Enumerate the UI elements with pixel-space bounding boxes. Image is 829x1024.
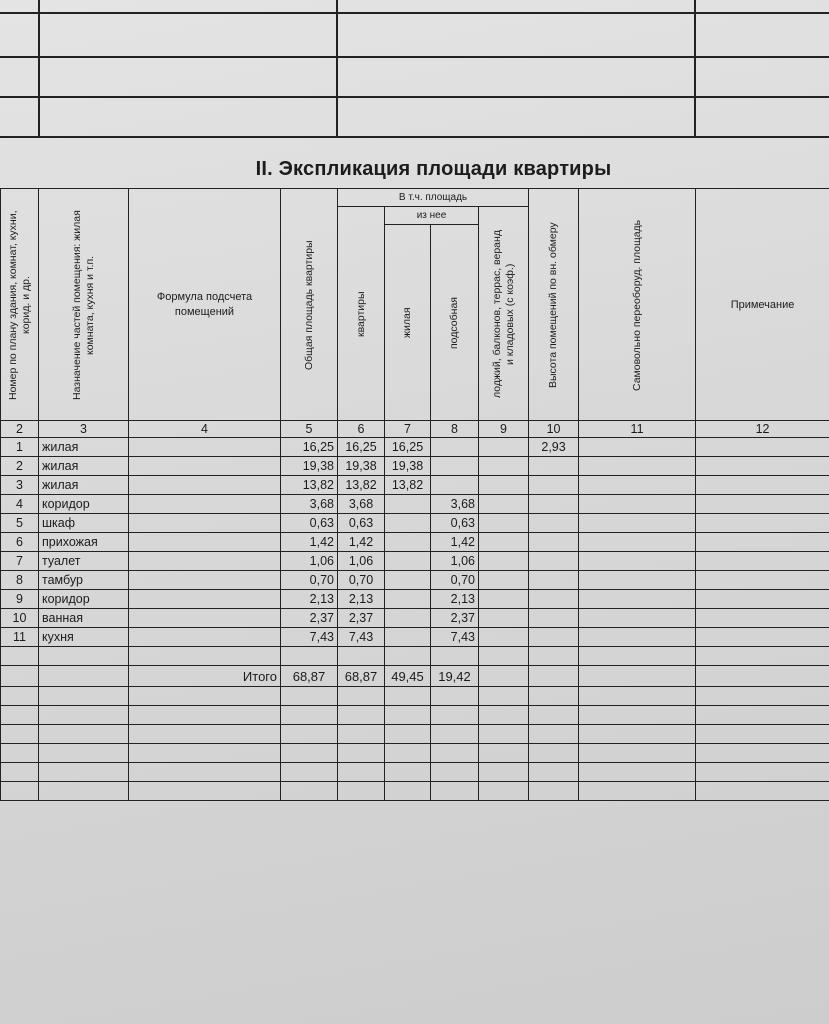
row-formula xyxy=(129,571,281,590)
header-number: Номер по плану здания, комнат, кухни, корид. и др. xyxy=(1,189,39,421)
row-number: 5 xyxy=(1,514,39,533)
row-auxiliary-area xyxy=(431,476,479,495)
table-row-empty xyxy=(1,687,829,706)
row-number: 2 xyxy=(1,457,39,476)
row-formula xyxy=(129,533,281,552)
row-height xyxy=(529,457,579,476)
row-total-area: 1,06 xyxy=(281,552,338,571)
row-total-area: 16,25 xyxy=(281,438,338,457)
row-unauthorized xyxy=(579,495,696,514)
row-apartment-area: 2,37 xyxy=(338,609,385,628)
column-number: 3 xyxy=(39,421,129,438)
row-note xyxy=(696,552,829,571)
row-auxiliary-area: 1,06 xyxy=(431,552,479,571)
column-number: 8 xyxy=(431,421,479,438)
table-row-total xyxy=(1,666,829,687)
row-note xyxy=(696,457,829,476)
row-formula xyxy=(129,628,281,647)
row-loggia-area xyxy=(479,476,529,495)
total-label: Итого xyxy=(129,666,281,687)
row-number: 8 xyxy=(1,571,39,590)
row-total-area: 3,68 xyxy=(281,495,338,514)
row-apartment-area: 1,42 xyxy=(338,533,385,552)
row-number: 7 xyxy=(1,552,39,571)
row-formula xyxy=(129,495,281,514)
row-apartment-area: 16,25 xyxy=(338,438,385,457)
row-height xyxy=(529,476,579,495)
row-apartment-area: 3,68 xyxy=(338,495,385,514)
row-loggia-area xyxy=(479,514,529,533)
row-height xyxy=(529,552,579,571)
grid-line xyxy=(0,12,829,14)
total-area: 68,87 xyxy=(281,666,338,687)
row-loggia-area xyxy=(479,552,529,571)
row-total-area: 0,70 xyxy=(281,571,338,590)
row-living-area xyxy=(385,495,431,514)
row-living-area xyxy=(385,590,431,609)
table-row-empty xyxy=(1,706,829,725)
row-apartment-area: 0,63 xyxy=(338,514,385,533)
row-note xyxy=(696,495,829,514)
row-total-area: 7,43 xyxy=(281,628,338,647)
row-living-area xyxy=(385,628,431,647)
row-note xyxy=(696,628,829,647)
table-row-empty xyxy=(1,744,829,763)
row-loggia-area xyxy=(479,590,529,609)
column-number: 12 xyxy=(696,421,829,438)
row-formula xyxy=(129,457,281,476)
row-formula xyxy=(129,609,281,628)
row-note xyxy=(696,476,829,495)
column-number: 5 xyxy=(281,421,338,438)
row-unauthorized xyxy=(579,457,696,476)
total-living: 49,45 xyxy=(385,666,431,687)
column-number-row xyxy=(1,421,829,438)
row-room-name: кухня xyxy=(39,628,129,647)
table-row xyxy=(1,590,829,609)
header-apartment: квартиры xyxy=(338,207,385,421)
row-living-area: 13,82 xyxy=(385,476,431,495)
header-purpose: Назначение частей помещения: жилая комната, кухня и т.п. xyxy=(39,189,129,421)
section-title: II. Экспликация площади квартиры xyxy=(255,158,612,180)
row-number: 1 xyxy=(1,438,39,457)
column-number: 6 xyxy=(338,421,385,438)
row-auxiliary-area xyxy=(431,457,479,476)
table-row xyxy=(1,609,829,628)
header-height: Высота помещений по вн. обмеру xyxy=(529,189,579,421)
row-apartment-area: 2,13 xyxy=(338,590,385,609)
row-number: 11 xyxy=(1,628,39,647)
row-auxiliary-area: 7,43 xyxy=(431,628,479,647)
row-total-area: 13,82 xyxy=(281,476,338,495)
row-auxiliary-area: 0,70 xyxy=(431,571,479,590)
row-auxiliary-area: 2,37 xyxy=(431,609,479,628)
row-height xyxy=(529,628,579,647)
row-loggia-area xyxy=(479,609,529,628)
grid-line xyxy=(38,0,40,137)
row-unauthorized xyxy=(579,533,696,552)
table-row-empty xyxy=(1,782,829,801)
column-number: 2 xyxy=(1,421,39,438)
row-number: 6 xyxy=(1,533,39,552)
header-unauthorized: Самовольно переоборуд. площадь xyxy=(579,189,696,421)
row-number: 4 xyxy=(1,495,39,514)
row-height xyxy=(529,495,579,514)
row-formula xyxy=(129,552,281,571)
row-unauthorized xyxy=(579,628,696,647)
row-loggia-area xyxy=(479,571,529,590)
row-note xyxy=(696,438,829,457)
row-note xyxy=(696,514,829,533)
row-unauthorized xyxy=(579,590,696,609)
row-height xyxy=(529,609,579,628)
table-row-empty xyxy=(1,725,829,744)
row-apartment-area: 13,82 xyxy=(338,476,385,495)
row-living-area xyxy=(385,609,431,628)
row-unauthorized xyxy=(579,552,696,571)
header-formula: Формула подсчета помещений xyxy=(129,189,281,421)
row-living-area xyxy=(385,571,431,590)
table-row xyxy=(1,495,829,514)
row-unauthorized xyxy=(579,609,696,628)
row-formula xyxy=(129,476,281,495)
header-group-incl: В т.ч. площадь xyxy=(338,189,529,207)
row-note xyxy=(696,571,829,590)
row-living-area: 19,38 xyxy=(385,457,431,476)
total-apartment: 68,87 xyxy=(338,666,385,687)
column-number: 7 xyxy=(385,421,431,438)
row-unauthorized xyxy=(579,438,696,457)
row-room-name: прихожая xyxy=(39,533,129,552)
row-total-area: 2,37 xyxy=(281,609,338,628)
row-unauthorized xyxy=(579,514,696,533)
row-room-name: шкаф xyxy=(39,514,129,533)
row-living-area xyxy=(385,514,431,533)
row-room-name: жилая xyxy=(39,457,129,476)
total-auxiliary: 19,42 xyxy=(431,666,479,687)
row-loggia-area xyxy=(479,438,529,457)
row-loggia-area xyxy=(479,457,529,476)
header-loggias: лоджий, балконов, террас, веранд и кладовых (с коэф.) xyxy=(479,207,529,421)
header-note: Примечание xyxy=(696,189,829,421)
header-auxiliary: подсобная xyxy=(431,225,479,421)
table-row xyxy=(1,438,829,457)
row-loggia-area xyxy=(479,533,529,552)
table-row xyxy=(1,457,829,476)
row-loggia-area xyxy=(479,628,529,647)
row-auxiliary-area xyxy=(431,438,479,457)
header-total-area: Общая площадь квартиры xyxy=(281,189,338,421)
row-apartment-area: 7,43 xyxy=(338,628,385,647)
row-note xyxy=(696,590,829,609)
row-auxiliary-area: 2,13 xyxy=(431,590,479,609)
row-formula xyxy=(129,514,281,533)
grid-line xyxy=(336,0,338,137)
row-total-area: 19,38 xyxy=(281,457,338,476)
header-living: жилая xyxy=(385,225,431,421)
row-apartment-area: 19,38 xyxy=(338,457,385,476)
row-note xyxy=(696,609,829,628)
row-apartment-area: 1,06 xyxy=(338,552,385,571)
row-number: 9 xyxy=(1,590,39,609)
row-room-name: тамбур xyxy=(39,571,129,590)
row-formula xyxy=(129,438,281,457)
column-number: 4 xyxy=(129,421,281,438)
column-number: 10 xyxy=(529,421,579,438)
row-living-area: 16,25 xyxy=(385,438,431,457)
row-height: 2,93 xyxy=(529,438,579,457)
column-number: 9 xyxy=(479,421,529,438)
row-living-area xyxy=(385,533,431,552)
table-row-empty xyxy=(1,763,829,782)
table-row xyxy=(1,476,829,495)
explication-table xyxy=(0,188,829,801)
header-group-of-which: из нее xyxy=(385,207,479,225)
row-unauthorized xyxy=(579,571,696,590)
row-formula xyxy=(129,590,281,609)
grid-line xyxy=(0,56,829,58)
row-auxiliary-area: 0,63 xyxy=(431,514,479,533)
table-row-empty xyxy=(1,647,829,666)
table-row xyxy=(1,533,829,552)
row-loggia-area xyxy=(479,495,529,514)
row-height xyxy=(529,514,579,533)
table-row xyxy=(1,628,829,647)
row-number: 3 xyxy=(1,476,39,495)
row-room-name: жилая xyxy=(39,476,129,495)
row-room-name: коридор xyxy=(39,495,129,514)
row-height xyxy=(529,533,579,552)
grid-line xyxy=(0,96,829,98)
row-room-name: коридор xyxy=(39,590,129,609)
row-total-area: 2,13 xyxy=(281,590,338,609)
row-unauthorized xyxy=(579,476,696,495)
row-number: 10 xyxy=(1,609,39,628)
row-auxiliary-area: 3,68 xyxy=(431,495,479,514)
row-note xyxy=(696,533,829,552)
row-total-area: 1,42 xyxy=(281,533,338,552)
previous-section-grid xyxy=(0,0,829,140)
table-row xyxy=(1,571,829,590)
table-row xyxy=(1,552,829,571)
row-living-area xyxy=(385,552,431,571)
row-height xyxy=(529,590,579,609)
grid-line xyxy=(694,0,696,137)
grid-line xyxy=(0,136,829,138)
row-total-area: 0,63 xyxy=(281,514,338,533)
row-room-name: жилая xyxy=(39,438,129,457)
row-height xyxy=(529,571,579,590)
row-room-name: ванная xyxy=(39,609,129,628)
table-row xyxy=(1,514,829,533)
column-number: 11 xyxy=(579,421,696,438)
row-auxiliary-area: 1,42 xyxy=(431,533,479,552)
row-apartment-area: 0,70 xyxy=(338,571,385,590)
row-room-name: туалет xyxy=(39,552,129,571)
